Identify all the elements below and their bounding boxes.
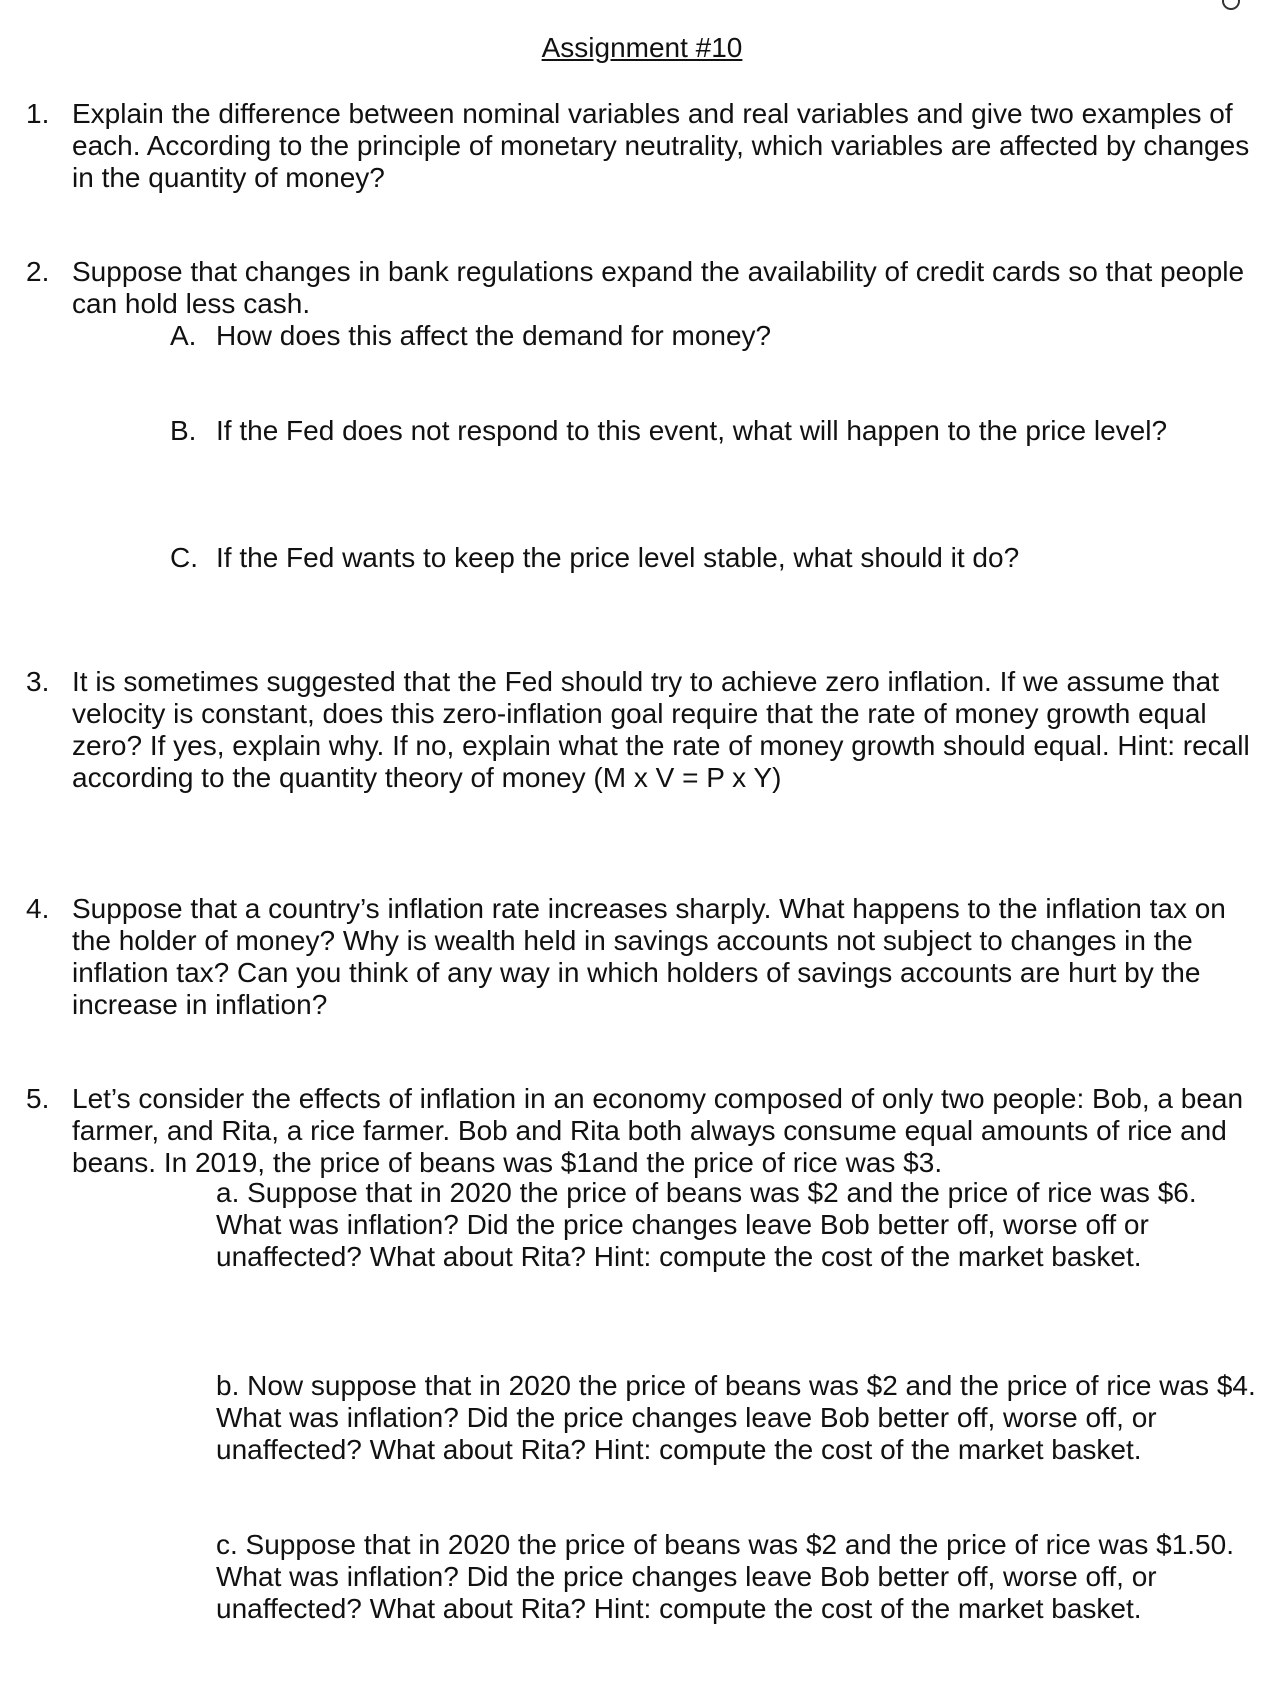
question-5 (26, 1083, 1258, 1179)
question-number: 4. (26, 893, 50, 924)
question-number: 5. (26, 1083, 50, 1114)
question-number: 3. (26, 666, 50, 697)
question-4 (26, 893, 1258, 1021)
page-corner-mark (1222, 0, 1240, 10)
part-text: If the Fed wants to keep the price level stable, what should it do? (216, 542, 1020, 573)
question-text: Suppose that changes in bank regulations expand the availability of credit cards so that people can hold less cash. (72, 256, 1245, 319)
question-2-part-c (170, 542, 1260, 574)
question-3 (26, 666, 1258, 794)
question-number: 2. (26, 256, 50, 287)
question-text: It is sometimes suggested that the Fed should try to achieve zero inflation. If we assume that velocity is constant, does this zero-inflation goal require that the rate of money growth equal zero? If yes, explain why. If no, explain what the rate of money growth should equal. Hint: recall according to the quantity theory of money (M x V = P x Y) (72, 666, 1250, 793)
assignment-title: Assignment #10 (541, 32, 743, 63)
question-text: Suppose that a country’s inflation rate increases sharply. What happens to the inflation tax on the holder of money? Why is wealth held in savings accounts not subject to changes in the inflation tax? Can you think of any way in which holders of savings accounts are hurt by the increase in inflation? (72, 893, 1226, 1020)
part-letter: A. (170, 320, 197, 351)
part-text: How does this affect the demand for money? (216, 320, 772, 351)
part-letter: B. (170, 415, 197, 446)
question-1 (26, 98, 1258, 194)
question-text: Let’s consider the effects of inflation in an economy composed of only two people: Bob, a bean farmer, and Rita, a rice farmer. Bob and Rita both always consume equal amounts of rice and beans. In 2019, the price of beans was $1and the price of rice was $3. (72, 1083, 1244, 1178)
question-2-part-b (170, 415, 1260, 447)
question-5-part-a: a. Suppose that in 2020 the price of beans was $2 and the price of rice was $6. What was inflation? Did the price changes leave Bob better off, worse off or unaffected? What about Rita? Hint: compute the cost of the market basket. (216, 1177, 1197, 1272)
question-5-part-c: c. Suppose that in 2020 the price of beans was $2 and the price of rice was $1.50. What was inflation? Did the price changes leave Bob better off, worse off, or unaffected? What about Rita? Hint: compute the cost of the market basket. (216, 1529, 1234, 1624)
part-letter: C. (170, 542, 198, 573)
question-2 (26, 256, 1258, 320)
question-number: 1. (26, 98, 50, 129)
question-text: Explain the difference between nominal variables and real variables and give two examples of each. According to the principle of monetary neutrality, which variables are affected by changes in the quantity of money? (72, 98, 1250, 193)
part-text: If the Fed does not respond to this event, what will happen to the price level? (216, 415, 1168, 446)
question-5-part-b: b. Now suppose that in 2020 the price of beans was $2 and the price of rice was $4. What was inflation? Did the price changes leave Bob better off, worse off, or unaffected? What about Rita? Hint: compute the cost of the market basket. (216, 1370, 1256, 1465)
question-2-part-a (170, 320, 1260, 352)
